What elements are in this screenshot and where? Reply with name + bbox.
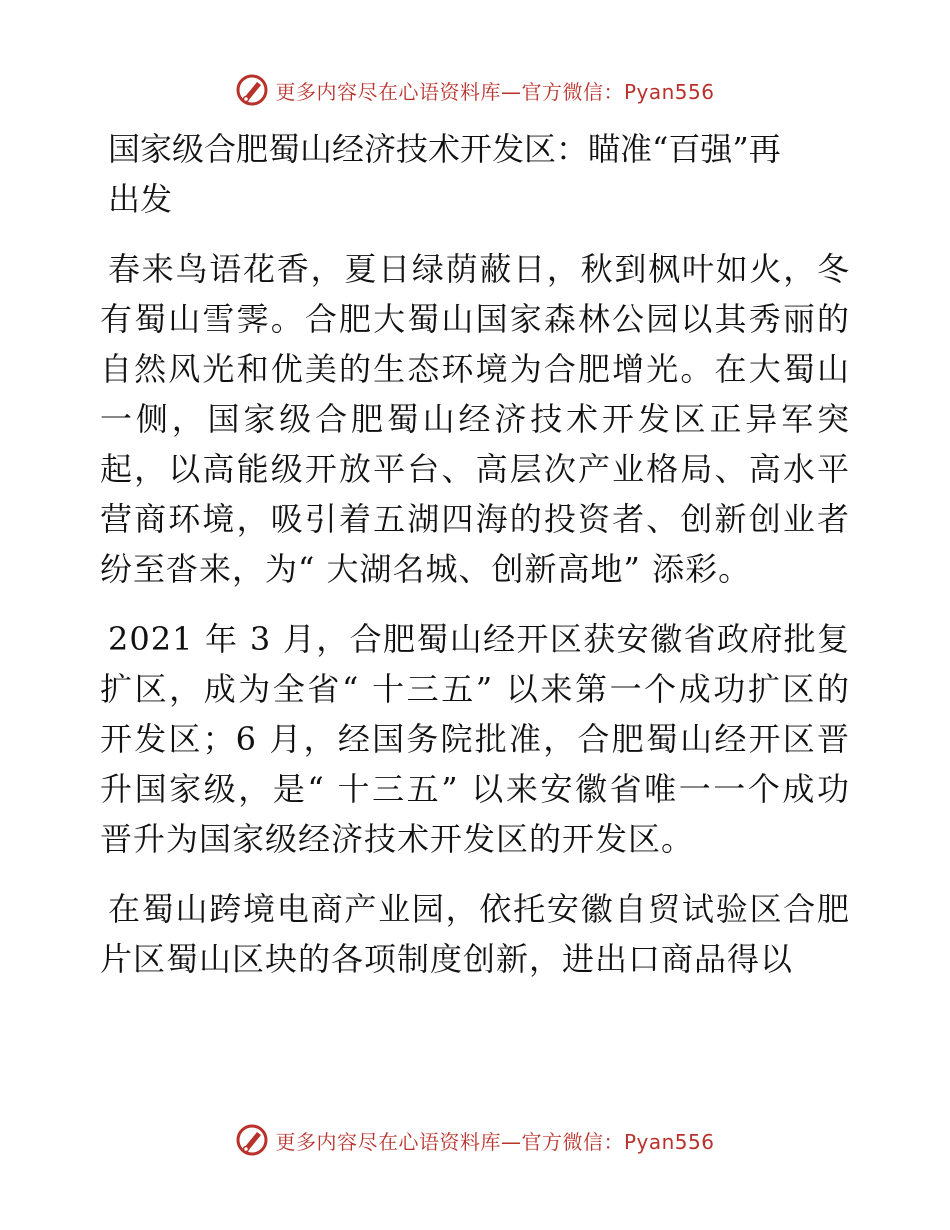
article-title: 国家级合肥蜀山经济技术开发区：瞄准“百强”再出发 bbox=[108, 130, 781, 218]
paragraph: 2021 年 3 月，合肥蜀山经开区获安徽省政府批复扩区，成为全省“ 十三五” 以来第一个成功扩区的开发区；6 月，经国务院批准，合肥蜀山经开区晋升国家级，是“ 十三五” 以来安徽省唯一一个成功晋升为国家级经济技术开发区的开发区。 bbox=[100, 620, 850, 858]
watermark-text: 更多内容尽在心语资料库—官方微信：Pyan556 bbox=[275, 79, 715, 104]
header-watermark bbox=[0, 70, 950, 110]
footer-watermark bbox=[0, 1120, 950, 1160]
paragraph: 在蜀山跨境电商产业园，依托安徽自贸试验区合肥片区蜀山区块的各项制度创新，进出口商品得以 bbox=[100, 890, 850, 978]
pen-logo-icon bbox=[235, 73, 269, 107]
watermark-text: 更多内容尽在心语资料库—官方微信：Pyan556 bbox=[275, 1129, 715, 1154]
article bbox=[100, 124, 850, 1004]
pen-logo-icon bbox=[235, 1123, 269, 1157]
paragraph: 春来鸟语花香，夏日绿荫蔽日，秋到枫叶如火，冬有蜀山雪霁。合肥大蜀山国家森林公园以其秀丽的自然风光和优美的生态环境为合肥增光。在大蜀山一侧，国家级合肥蜀山经济技术开发区正异军突起，以高能级开放平台、高层次产业格局、高水平营商环境，吸引着五湖四海的投资者、创新创业者纷至沓来，为“ 大湖名城、创新高地” 添彩。 bbox=[100, 250, 850, 588]
